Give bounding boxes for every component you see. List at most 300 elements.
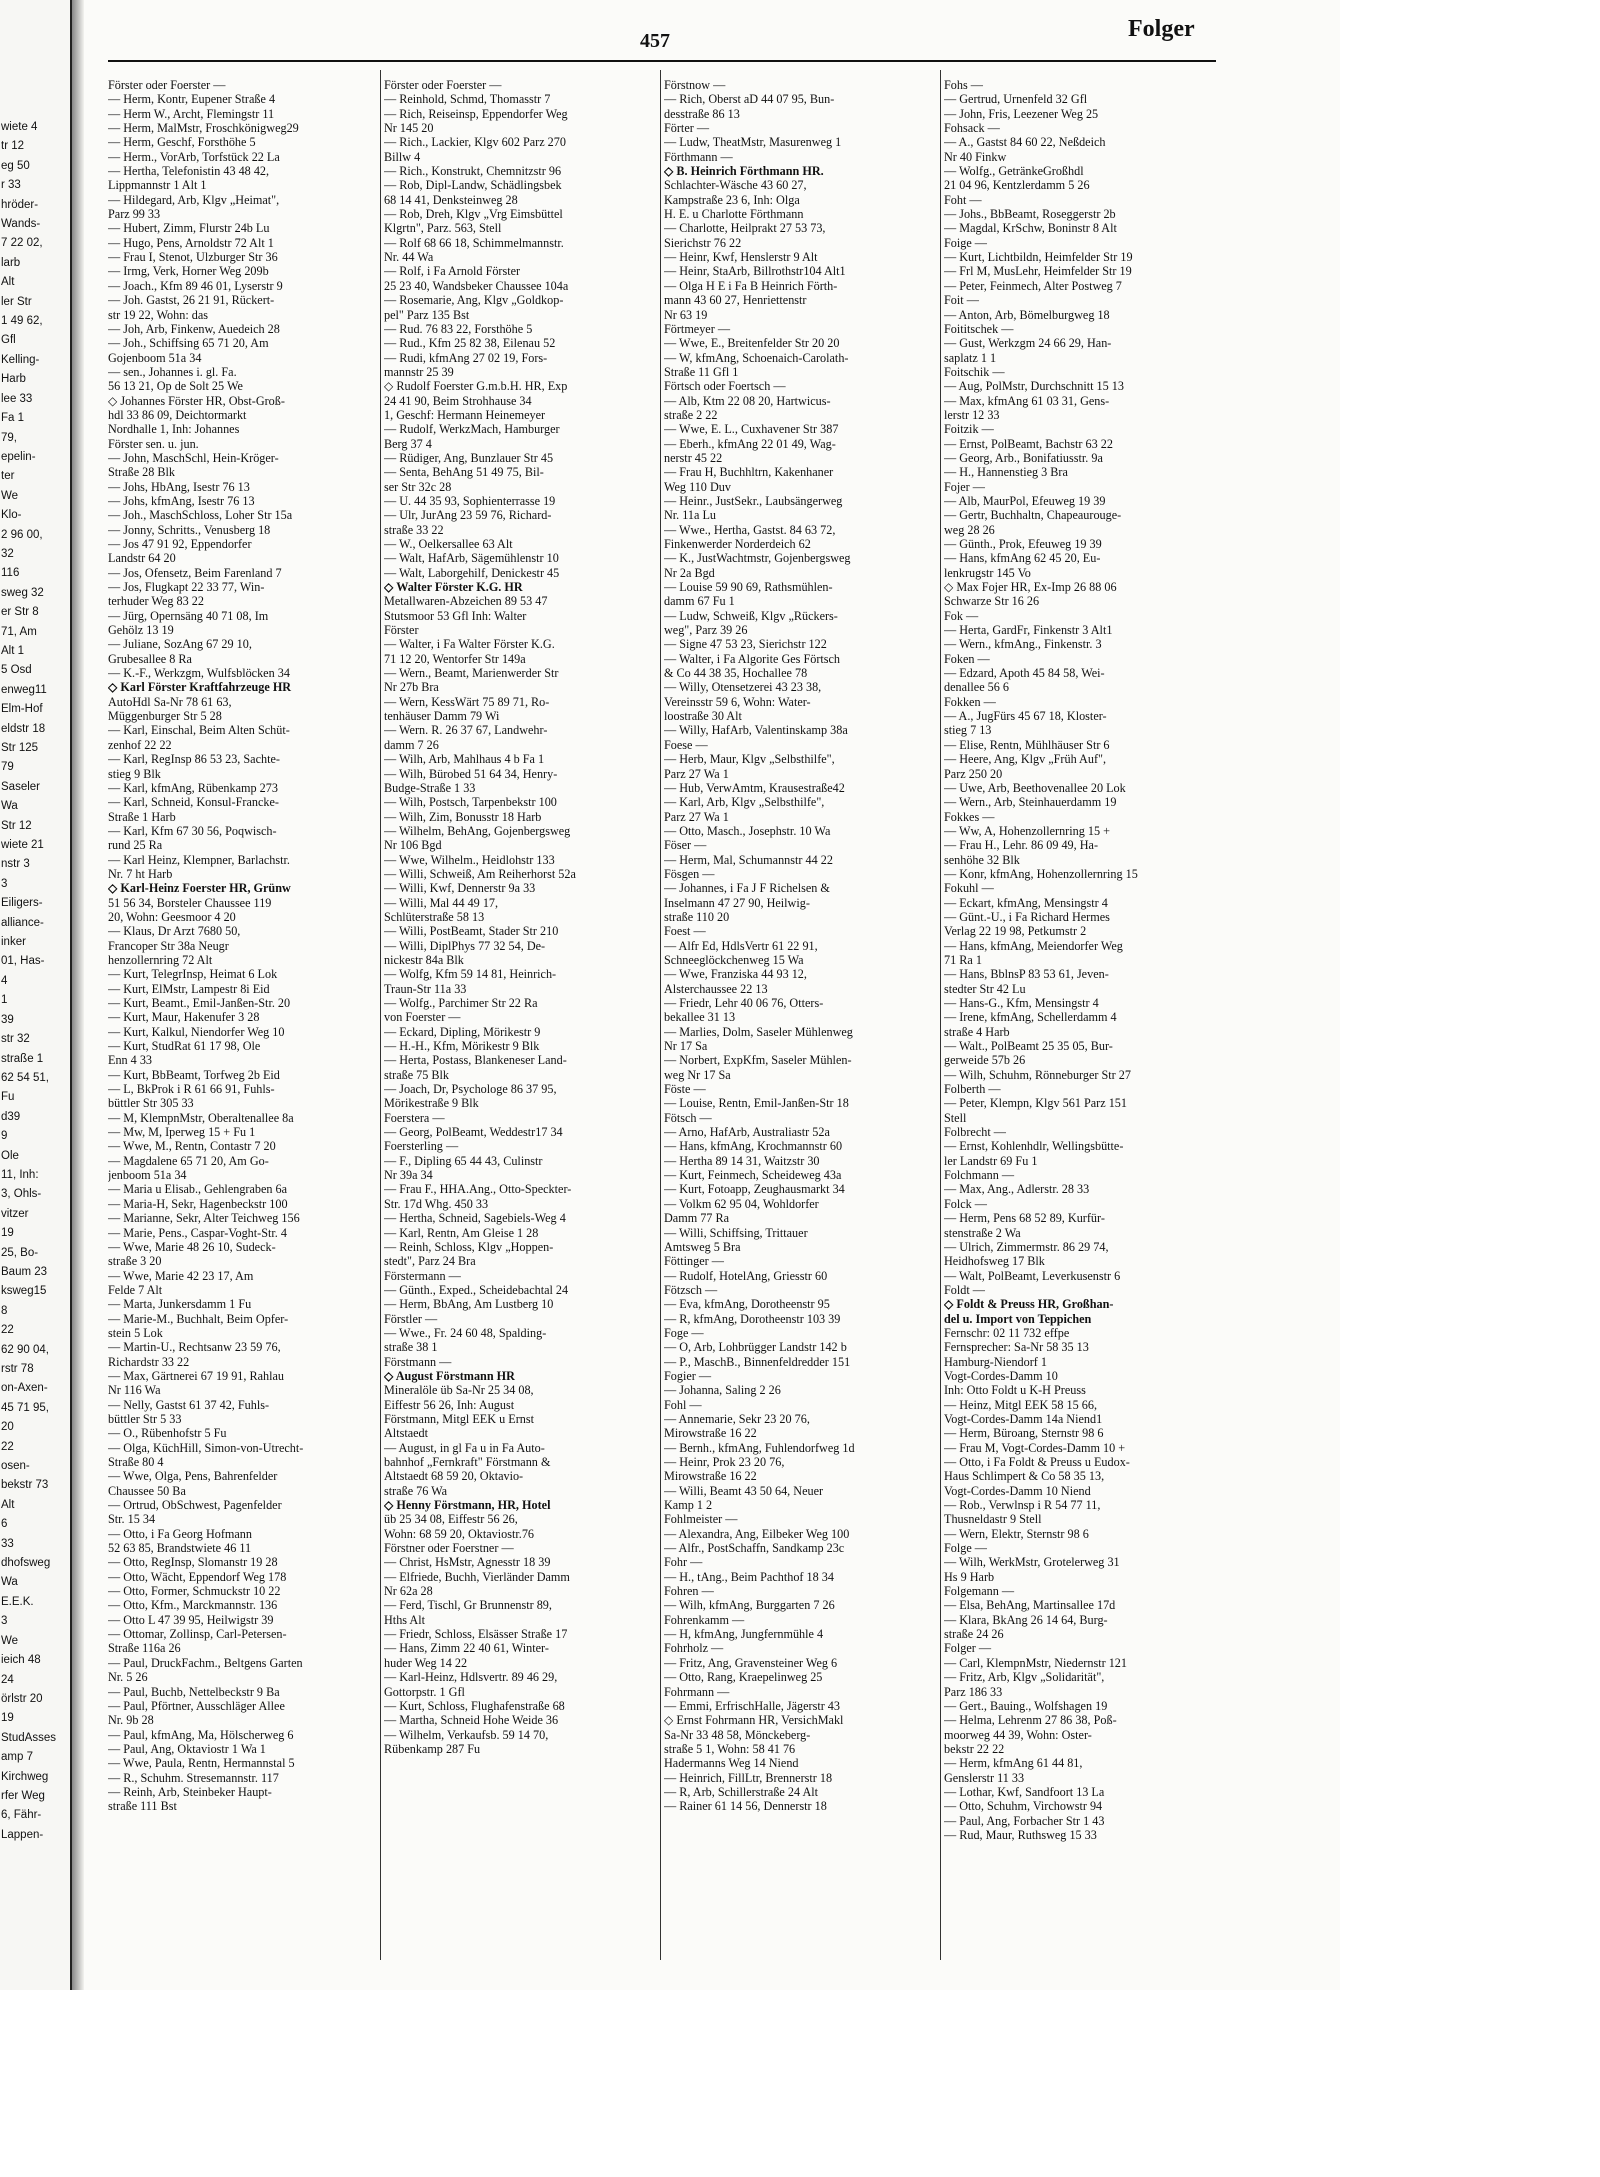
directory-entry: stedter Str 42 Lu — [944, 981, 1026, 996]
directory-entry: — Ludw, TheatMstr, Masurenweg 1 — [664, 135, 842, 150]
directory-entry: — Wilh, Postsch, Tarpenbekstr 100 — [384, 795, 557, 810]
surname-heading: Fogier — — [664, 1368, 712, 1383]
directory-entry: — Paul, Buchb, Nettelbeckstr 9 Ba — [108, 1684, 280, 1699]
directory-entry: — Reinh, Arb, Steinbeker Haupt- — [108, 1784, 272, 1799]
directory-entry: Heidhofsweg 17 Blk — [944, 1254, 1045, 1269]
directory-entry: — Hans, kfmAng 62 45 20, Eu- — [944, 551, 1101, 566]
surname-heading: Folck — — [944, 1196, 987, 1211]
directory-entry: — Joh., Schiffsing 65 71 20, Am — [108, 336, 269, 351]
directory-entry: — Arno, HafArb, Australiastr 52a — [664, 1125, 830, 1140]
directory-entry: — Wilh, Arb, Mahlhaus 4 b Fa 1 — [384, 752, 545, 767]
directory-entry: Hamburg-Niendorf 1 — [944, 1354, 1048, 1369]
directory-entry: — Paul, DruckFachm., Beltgens Garten — [108, 1655, 303, 1670]
directory-entry: — Jos, Ofensetz, Beim Farenland 7 — [108, 565, 282, 580]
directory-entry: Nr 39a 34 — [384, 1168, 433, 1183]
directory-entry: Billw 4 — [384, 149, 421, 164]
header-rule — [108, 60, 1216, 62]
directory-entry: — Eckart, kfmAng, Mensingstr 4 — [944, 895, 1108, 910]
directory-entry: straße 110 20 — [664, 909, 730, 924]
directory-entry: — Marie-M., Buchhalt, Beim Opfer- — [108, 1311, 289, 1326]
directory-entry: Altstaedt 68 59 20, Oktavio- — [384, 1469, 524, 1484]
directory-entry: — Johs, kfmAng, Isestr 76 13 — [108, 493, 255, 508]
directory-entry: — Willi, DiplPhys 77 32 54, De- — [384, 938, 546, 953]
surname-heading: Folchmann — — [944, 1168, 1015, 1183]
directory-entry: Amtsweg 5 Bra — [664, 1239, 741, 1254]
directory-entry: — Herm, Büroang, Sternstr 98 6 — [944, 1426, 1104, 1441]
directory-entry: — Karl, Arb, Klgv „Selbsthilfe", — [664, 795, 825, 810]
directory-entry: Vogt-Cordes-Damm 14a Niend1 — [944, 1411, 1103, 1426]
firm-entry: ◇ Henny Förstmann, HR, Hotel — [384, 1498, 551, 1513]
strip-fragment: inker — [1, 936, 26, 949]
directory-entry: weg", Parz 39 26 — [664, 623, 748, 638]
directory-entry: — Heere, Ang, Klgv „Früh Auf", — [944, 752, 1107, 767]
directory-entry: Nr 27b Bra — [384, 680, 439, 695]
surname-heading: Foest — — [664, 924, 706, 939]
strip-fragment: tr 12 — [1, 140, 25, 153]
directory-entry: — Wern., kfmAng., Finkenstr. 3 — [944, 637, 1102, 652]
strip-fragment: Gfl — [1, 334, 16, 347]
directory-column-4 — [944, 78, 1216, 1978]
strip-fragment: Baum 23 — [1, 1265, 48, 1278]
directory-entry: — Wwe, Olga, Pens, Bahrenfelder — [108, 1469, 278, 1484]
directory-entry: rund 25 Ra — [108, 838, 163, 853]
directory-entry: Nr 17 Sa — [664, 1039, 708, 1054]
directory-entry: Inselmann 47 27 90, Heilwig- — [664, 895, 810, 910]
directory-entry: — Rich, Oberst aD 44 07 95, Bun- — [664, 92, 835, 107]
directory-entry: — Otto, Wächt, Eppendorf Weg 178 — [108, 1569, 287, 1584]
directory-entry: — Eberh., kfmAng 22 01 49, Wag- — [664, 436, 836, 451]
strip-fragment: Fu — [1, 1091, 15, 1104]
strip-fragment: rstr 78 — [1, 1363, 34, 1375]
directory-entry: — Rolf, i Fa Arnold Förster — [384, 264, 521, 279]
directory-entry: stieg 7 13 — [944, 723, 992, 738]
surname-heading: Förtmeyer — — [664, 321, 731, 336]
directory-entry: — Kurt, StudRat 61 17 98, Ole — [108, 1039, 261, 1054]
strip-fragment: 79 — [1, 761, 14, 774]
directory-entry: — Ernst, PolBeamt, Bachstr 63 22 — [944, 436, 1113, 451]
directory-entry: — Wwe, Paula, Rentn, Hermannstal 5 — [108, 1756, 295, 1771]
directory-entry: — Heinr., JustSekr., Laubsängerweg — [664, 493, 843, 508]
directory-entry: — Wolfg., GetränkeGroßhdl — [944, 164, 1084, 179]
directory-entry: — Gertr, Buchhaltn, Chapeaurouge- — [944, 508, 1122, 523]
directory-entry: — Otto, RegInsp, Slomanstr 19 28 — [108, 1555, 278, 1570]
directory-entry: — Karl, Kfm 67 30 56, Poqwisch- — [108, 823, 277, 838]
surname-heading: Förstler — — [384, 1311, 438, 1326]
directory-entry: — Joh. Gastst, 26 21 91, Rückert- — [108, 293, 275, 308]
directory-entry: — Rich., Lackier, Klgv 602 Parz 270 — [384, 135, 566, 150]
directory-entry: — Jos 47 91 92, Eppendorfer — [108, 537, 252, 551]
surname-heading: Fohlmeister — — [664, 1512, 738, 1527]
directory-entry: Grubesallee 8 Ra — [108, 651, 192, 666]
directory-entry: — W., Oelkersallee 63 Alt — [384, 537, 513, 551]
directory-entry: — H, kfmAng, Jungfernmühle 4 — [664, 1627, 824, 1642]
strip-fragment: We — [1, 1634, 19, 1647]
directory-entry: — R, kfmAng, Dorotheenstr 103 39 — [664, 1311, 841, 1326]
strip-fragment: epelin- — [1, 450, 36, 463]
directory-entry: — Karl, Rentn, Am Gleise 1 28 — [384, 1225, 539, 1240]
directory-entry: — Anton, Arb, Bömelburgweg 18 — [944, 307, 1110, 322]
directory-entry: Traun-Str 11a 33 — [384, 981, 467, 996]
directory-entry: — Karl, Schneid, Konsul-Francke- — [108, 795, 279, 810]
directory-entry: — Senta, BehAng 51 49 75, Bil- — [384, 465, 544, 480]
directory-entry: — Willi, Beamt 43 50 64, Neuer — [664, 1483, 824, 1498]
directory-column-3 — [664, 78, 936, 1978]
previous-page-strip — [0, 0, 72, 1990]
directory-entry: — Walt., PolBeamt 25 35 05, Bur- — [944, 1039, 1113, 1054]
directory-entry: Nr. 7 ht Harb — [108, 866, 173, 881]
directory-entry: — Walt, HafArb, Sägemühlenstr 10 — [384, 551, 559, 566]
strip-fragment: r 33 — [1, 179, 21, 192]
directory-entry: — A., JugFürs 45 67 18, Kloster- — [944, 709, 1107, 724]
directory-entry: Weg 110 Duv — [664, 479, 731, 494]
directory-entry: — Nelly, Gastst 61 37 42, Fuhls- — [108, 1397, 270, 1412]
directory-entry: — Elsa, BehAng, Martinsallee 17d — [944, 1598, 1116, 1613]
directory-entry: ser Str 32c 28 — [384, 479, 452, 494]
strip-fragment: alliance- — [1, 916, 44, 929]
strip-fragment: Kelling- — [1, 353, 40, 366]
directory-entry: straße 38 1 — [384, 1340, 438, 1355]
directory-entry: Lippmannstr 1 Alt 1 — [108, 178, 207, 193]
strip-fragment: 32 — [1, 547, 14, 560]
strip-fragment: dhofsweg — [1, 1557, 51, 1570]
directory-entry: — Ortrud, ObSchwest, Pagenfelder — [108, 1498, 282, 1513]
directory-entry: — Hertha 89 14 31, Waitzstr 30 — [664, 1153, 820, 1168]
directory-entry: — Gertrud, Urnenfeld 32 Gfl — [944, 92, 1088, 107]
previous-page-text — [0, 0, 70, 1845]
strip-fragment: eldstr 18 — [1, 722, 46, 735]
strip-fragment: Wands- — [1, 218, 41, 231]
directory-entry: — F., Dipling 65 44 43, Culinstr — [384, 1153, 543, 1168]
directory-entry: — Rudi, kfmAng 27 02 19, Fors- — [384, 350, 548, 365]
directory-entry: Alsterchaussee 22 13 — [664, 981, 768, 996]
page-number: 457 — [640, 30, 670, 52]
directory-entry: straße 111 Bst — [108, 1799, 177, 1814]
strip-fragment: 1 49 62, — [1, 315, 43, 328]
directory-entry: — Jos, Flugkapt 22 33 77, Win- — [108, 580, 265, 595]
surname-heading: Folgemann — — [944, 1584, 1015, 1599]
surname-heading: Fokken — — [944, 694, 996, 709]
directory-entry: — Willi, Mal 44 49 17, — [384, 895, 499, 910]
directory-entry: — John, Fris, Leezener Weg 25 — [944, 106, 1099, 121]
directory-entry: — A., Gastst 84 60 22, Neßdeich — [944, 135, 1106, 150]
directory-entry: hdl 33 86 09, Deichtormarkt — [108, 407, 247, 422]
directory-entry: — Elfriede, Buchh, Vierländer Damm — [384, 1569, 570, 1584]
strip-fragment: ieich 48 — [1, 1654, 41, 1667]
directory-entry: — Herm, Mal, Schumannstr 44 22 — [664, 852, 833, 867]
directory-entry: henzollernring 72 Alt — [108, 952, 213, 967]
strip-fragment: d39 — [1, 1110, 21, 1123]
surname-heading: Fötsch — — [664, 1110, 712, 1125]
directory-entry: — Hertha, Schneid, Sagebiels-Weg 4 — [384, 1211, 566, 1226]
directory-entry: Schlachter-Wäsche 43 60 27, — [664, 178, 807, 193]
directory-entry: Fernschr: 02 11 732 effpe — [944, 1325, 1070, 1340]
surname-heading: Förter — — [664, 121, 710, 136]
directory-entry: — H., Hannenstieg 3 Bra — [944, 465, 1068, 480]
strip-fragment: 62 54 51, — [1, 1071, 49, 1084]
directory-entry: straße 76 Wa — [384, 1483, 448, 1498]
surname-heading: Förster oder Foerster — — [384, 78, 502, 92]
strip-fragment: bekstr 73 — [1, 1479, 49, 1492]
directory-entry: — Elise, Rentn, Mühlhäuser Str 6 — [944, 737, 1110, 752]
surname-heading: Folge — — [944, 1541, 987, 1556]
directory-entry: — Peter, Klempn, Klgv 561 Parz 151 — [944, 1096, 1127, 1111]
strip-fragment: 20 — [1, 1421, 14, 1434]
blank-margin-right — [1340, 0, 1600, 2177]
directory-entry: — Willi, Schweiß, Am Reiherhorst 52a — [384, 866, 576, 881]
directory-entry: nickestr 84a Blk — [384, 952, 464, 967]
directory-entry: — Irene, kfmAng, Schellerdamm 4 — [944, 1010, 1117, 1025]
directory-entry: — Peter, Feinmech, Alter Postweg 7 — [944, 278, 1122, 293]
directory-entry: weg Nr 17 Sa — [664, 1067, 731, 1082]
strip-fragment: 45 71 95, — [1, 1401, 49, 1414]
directory-entry: — Willi, PostBeamt, Stader Str 210 — [384, 924, 559, 939]
strip-fragment: Alt — [1, 1498, 15, 1511]
directory-entry: — Wilhelm, Verkaufsb. 59 14 70, — [384, 1727, 549, 1742]
directory-entry: Sa-Nr 33 48 58, Mönckeberg- — [664, 1727, 811, 1742]
directory-entry: mannstr 25 39 — [384, 364, 454, 379]
strip-fragment: hröder- — [1, 198, 39, 211]
directory-entry: — Charlotte, Heilprakt 27 53 73, — [664, 221, 826, 236]
strip-fragment: 01, Has- — [1, 955, 45, 968]
strip-fragment: E.E.K. — [1, 1595, 34, 1608]
directory-entry: — Marta, Junkersdamm 1 Fu — [108, 1297, 252, 1312]
directory-entry: nerstr 45 22 — [664, 450, 723, 465]
directory-entry: — O., Rübenhofstr 5 Fu — [108, 1426, 227, 1441]
directory-entry: — Hans-G., Kfm, Mensingstr 4 — [944, 996, 1099, 1010]
directory-entry: Nr 62a 28 — [384, 1584, 433, 1599]
directory-entry: Str. 17d Whg. 450 33 — [384, 1196, 489, 1211]
surname-heading: Förstnow — — [664, 78, 726, 92]
directory-entry: mann 43 60 27, Henriettenstr — [664, 293, 807, 308]
directory-entry: Parz 186 33 — [944, 1684, 1003, 1699]
directory-entry: — Frau H, Buchhltrn, Kakenhaner — [664, 465, 834, 480]
surname-heading: Folbrecht — — [944, 1125, 1006, 1140]
directory-entry: & Co 44 38 35, Hochallee 78 — [664, 666, 808, 681]
strip-fragment: örlstr 20 — [1, 1692, 43, 1705]
directory-entry: 56 13 21, Op de Solt 25 We — [108, 379, 243, 394]
directory-entry: — Kurt, Maur, Hakenufer 3 28 — [108, 1010, 260, 1025]
directory-entry: — Wern. R. 26 37 67, Landwehr- — [384, 723, 548, 738]
directory-entry: stein 5 Lok — [108, 1325, 163, 1340]
directory-entry: — Rud. 76 83 22, Forsthöhe 5 — [384, 321, 533, 336]
blank-margin-bottom — [0, 1990, 1340, 2177]
directory-entry: Enn 4 33 — [108, 1053, 153, 1068]
directory-entry: — Ulr, JurAng 23 59 76, Richard- — [384, 508, 552, 523]
directory-entry: Str. 15 34 — [108, 1512, 156, 1527]
directory-entry: — R., Schuhm. Stresemannstr. 117 — [108, 1770, 279, 1785]
surname-heading: Fok — — [944, 608, 979, 623]
directory-entry: — Joach., Kfm 89 46 01, Lyserstr 9 — [108, 278, 283, 293]
directory-entry: — Karl, RegInsp 86 53 23, Sachte- — [108, 752, 280, 767]
firm-entry: ◇ Karl-Heinz Foerster HR, Grünw — [108, 881, 291, 896]
surname-heading: Förtsch oder Foertsch — — [664, 379, 786, 394]
directory-entry: — Wwe, Marie 42 23 17, Am — [108, 1268, 254, 1283]
directory-entry: Kamp 1 2 — [664, 1498, 713, 1513]
directory-entry: — Paul, Pförtner, Ausschläger Allee — [108, 1698, 285, 1713]
strip-fragment: Elm-Hof — [1, 703, 43, 716]
strip-fragment: 8 — [1, 1304, 8, 1317]
directory-entry: — Georg, Arb., Bonifatiusstr. 9a — [944, 450, 1103, 465]
surname-heading: Fohr — — [664, 1555, 703, 1570]
directory-entry: — Otto, Masch., Josephstr. 10 Wa — [664, 823, 831, 838]
strip-fragment: nstr 3 — [1, 858, 30, 871]
directory-entry: — O, Arb, Lohbrügger Landstr 142 b — [664, 1340, 847, 1355]
directory-entry: — L, BkProk i R 61 66 91, Fuhls- — [108, 1082, 275, 1097]
directory-entry: damm 67 Fu 1 — [664, 594, 735, 609]
directory-entry: straße 33 22 — [384, 522, 444, 537]
directory-entry: — Herb, Maur, Klgv „Selbsthilfe", — [664, 752, 835, 767]
directory-entry: — Wern., Arb, Steinhauerdamm 19 — [944, 795, 1117, 810]
directory-entry: 71 Ra 1 — [944, 952, 982, 967]
directory-entry: Gottorpstr. 1 Gfl — [384, 1684, 465, 1699]
surname-heading: Fohrholz — — [664, 1641, 724, 1656]
directory-entry: Berg 37 4 — [384, 436, 432, 451]
strip-fragment: 7 22 02, — [1, 237, 43, 250]
directory-entry: — Johanna, Saling 2 26 — [664, 1383, 781, 1398]
directory-entry: — Kurt, Fotoapp, Zeughausmarkt 34 — [664, 1182, 845, 1197]
directory-entry: Förster — [384, 623, 419, 638]
directory-entry: Schneeglöckchenweg 15 Wa — [664, 952, 804, 967]
strip-fragment: Saseler — [1, 780, 40, 793]
strip-fragment: 6 — [1, 1518, 8, 1531]
directory-entry: — Emmi, ErfrischHalle, Jägerstr 43 — [664, 1698, 840, 1713]
directory-entry: — August, in gl Fa u in Fa Auto- — [384, 1440, 545, 1455]
surname-heading: Fokuhl — — [944, 881, 994, 896]
directory-entry: ler Landstr 69 Fu 1 — [944, 1153, 1038, 1168]
directory-entry: — Louise, Rentn, Emil-Janßen-Str 18 — [664, 1096, 849, 1111]
directory-entry: — U. 44 35 93, Sophienterrasse 19 — [384, 493, 556, 508]
directory-entry: Verlag 22 19 98, Petkumstr 2 — [944, 924, 1087, 939]
directory-entry: — Otto, i Fa Georg Hofmann — [108, 1526, 252, 1541]
directory-entry: — Joh, Arb, Finkenw, Auedeich 28 — [108, 321, 280, 336]
directory-entry: — Alfr Ed, HdlsVertr 61 22 91, — [664, 938, 818, 953]
strip-fragment: 39 — [1, 1013, 14, 1026]
directory-entry: — Annemarie, Sekr 23 20 76, — [664, 1411, 810, 1426]
directory-entry: — Günt.-U., i Fa Richard Hermes — [944, 909, 1110, 924]
directory-entry: Vogt-Cordes-Damm 10 Niend — [944, 1483, 1091, 1498]
directory-entry: — Georg, PolBeamt, Weddestr17 34 — [384, 1125, 563, 1140]
strip-fragment: 33 — [1, 1537, 14, 1550]
directory-entry: lenkrugstr 145 Vo — [944, 565, 1031, 580]
directory-entry: Nr 145 20 — [384, 121, 434, 136]
directory-entry: — Wern, Elektr, Sternstr 98 6 — [944, 1526, 1089, 1541]
strip-fragment: 1 — [1, 994, 8, 1007]
directory-entry: moorweg 44 39, Wohn: Oster- — [944, 1727, 1092, 1742]
firm-entry: ◇ August Förstmann HR — [384, 1368, 515, 1383]
directory-entry: Nr 116 Wa — [108, 1383, 161, 1398]
directory-entry: Nr. 11a Lu — [664, 508, 717, 523]
strip-fragment: vitzer — [1, 1207, 29, 1220]
directory-entry: — Olga H E i Fa B Heinrich Förth- — [664, 278, 838, 293]
directory-entry: Förstmann, Mitgl EEK u Ernst — [384, 1411, 534, 1426]
directory-entry: Nr 106 Bgd — [384, 838, 442, 853]
directory-entry: — Heinrich, FillLtr, Brennerstr 18 — [664, 1770, 833, 1785]
directory-entry: AutoHdl Sa-Nr 78 61 63, — [108, 694, 232, 709]
strip-fragment: rfer Weg — [1, 1789, 45, 1802]
surname-heading: Fötzsch — — [664, 1282, 718, 1297]
directory-entry: — Willy, Otensetzerei 43 23 38, — [664, 680, 822, 695]
directory-entry: Nr 2a Bgd — [664, 565, 715, 580]
strip-fragment: 19 — [1, 1227, 14, 1240]
directory-entry: — Volkm 62 95 04, Wohldorfer — [664, 1196, 819, 1211]
directory-entry: — Rudolf, WerkzMach, Hamburger — [384, 422, 560, 437]
surname-heading: Fohren — — [664, 1584, 714, 1599]
directory-entry: Altstaedt — [384, 1426, 429, 1441]
directory-entry: — Rüdiger, Ang, Bunzlauer Str 45 — [384, 450, 554, 465]
directory-entry: — Marie, Pens., Caspar-Voght-Str. 4 — [108, 1225, 287, 1240]
directory-entry: — Wwe, M., Rentn, Contastr 7 20 — [108, 1139, 276, 1154]
firm-entry: ◇ Walter Förster K.G. HR — [384, 580, 523, 595]
directory-entry: Schwarze Str 16 26 — [944, 594, 1040, 609]
strip-fragment: Fa 1 — [1, 412, 25, 425]
directory-entry: — Wern., Beamt, Marienwerder Str — [384, 666, 559, 681]
directory-entry: — Herm W., Archt, Flemingstr 11 — [108, 106, 275, 121]
directory-entry: — Willi, Kwf, Dennerstr 9a 33 — [384, 881, 536, 896]
directory-entry: weg 28 26 — [944, 522, 995, 537]
strip-fragment: eg 50 — [1, 159, 30, 172]
directory-entry: — Maria-H, Sekr, Hagenbeckstr 100 — [108, 1196, 288, 1211]
directory-entry: bekallee 31 13 — [664, 1010, 736, 1025]
directory-entry: Nr 40 Finkw — [944, 149, 1007, 164]
directory-entry: — Klara, BkAng 26 14 64, Burg- — [944, 1612, 1108, 1627]
strip-fragment: 62 90 04, — [1, 1343, 49, 1356]
directory-entry: Mörikestraße 9 Blk — [384, 1096, 479, 1111]
directory-entry: — Karl, kfmAng, Rübenkamp 273 — [108, 780, 278, 795]
strip-fragment: enweg11 — [1, 683, 47, 696]
directory-entry: — Hildegard, Arb, Klgv „Heimat", — [108, 192, 280, 207]
strip-fragment: 3 — [1, 1615, 8, 1628]
strip-fragment: ksweg15 — [1, 1285, 47, 1298]
directory-entry: — Wern, KessWärt 75 89 71, Ro- — [384, 694, 550, 709]
strip-fragment: str 32 — [1, 1033, 30, 1046]
strip-fragment: We — [1, 489, 19, 502]
directory-entry: Parz 250 20 — [944, 766, 1003, 781]
strip-fragment: sweg 32 — [1, 586, 44, 599]
directory-entry: — Otto, Former, Schmuckstr 10 22 — [108, 1584, 281, 1599]
directory-entry: — Heinr, StaArb, Billrothstr104 Alt1 — [664, 264, 846, 279]
directory-entry: — H., tAng., Beim Pachthof 18 34 — [664, 1569, 834, 1584]
directory-entry: Genslerstr 11 33 — [944, 1770, 1025, 1785]
surname-heading: Foititschek — — [944, 321, 1014, 336]
directory-entry: — Maria u Elisab., Gehlengraben 6a — [108, 1182, 288, 1197]
directory-entry: — Martin-U., Rechtsanw 23 59 76, — [108, 1340, 281, 1355]
strip-fragment: 3, Ohls- — [1, 1188, 42, 1201]
directory-entry: — Frau M, Vogt-Cordes-Damm 10 + — [944, 1440, 1126, 1455]
directory-entry: — Rolf 68 66 18, Schimmelmannstr. — [384, 235, 564, 250]
directory-entry: — Magdal, KrSchw, Boninstr 8 Alt — [944, 221, 1117, 236]
directory-column-1 — [108, 78, 376, 1978]
directory-entry: Gehölz 13 19 — [108, 623, 174, 638]
directory-entry: — M, KlempnMstr, Oberaltenallee 8a — [108, 1110, 294, 1125]
directory-entry: — Martha, Schneid Hohe Weide 36 — [384, 1713, 559, 1728]
directory-entry: Mineralöle üb Sa-Nr 25 34 08, — [384, 1383, 534, 1398]
directory-entry: — Karl-Heinz, Hdlsvertr. 89 46 29, — [384, 1670, 558, 1685]
directory-entry: — Helma, Lehrenm 27 86 38, Poß- — [944, 1713, 1117, 1728]
directory-entry: Felde 7 Alt — [108, 1282, 163, 1297]
strip-fragment: 22 — [1, 1324, 14, 1337]
surname-heading: Fohrenkamm — — [664, 1612, 745, 1627]
directory-entry: — Otto, Kfm., Marckmannstr. 136 — [108, 1598, 278, 1613]
directory-entry: stieg 9 Blk — [108, 766, 161, 781]
surname-heading: Förstner oder Foerstner — — [384, 1541, 514, 1556]
directory-entry: — H.-H., Kfm, Mörikestr 9 Blk — [384, 1039, 540, 1054]
directory-entry: — Herm, Geschf, Forsthöhe 5 — [108, 135, 256, 150]
directory-entry: — K., JustWachtmstr, Gojenbergsweg — [664, 551, 851, 566]
strip-fragment: larb — [1, 256, 21, 269]
directory-entry: — Otto, Schuhm, Virchowstr 94 — [944, 1799, 1103, 1814]
directory-entry: — Günth., Exped., Scheidebachtal 24 — [384, 1282, 569, 1297]
strip-fragment: 71, Am — [1, 625, 37, 638]
